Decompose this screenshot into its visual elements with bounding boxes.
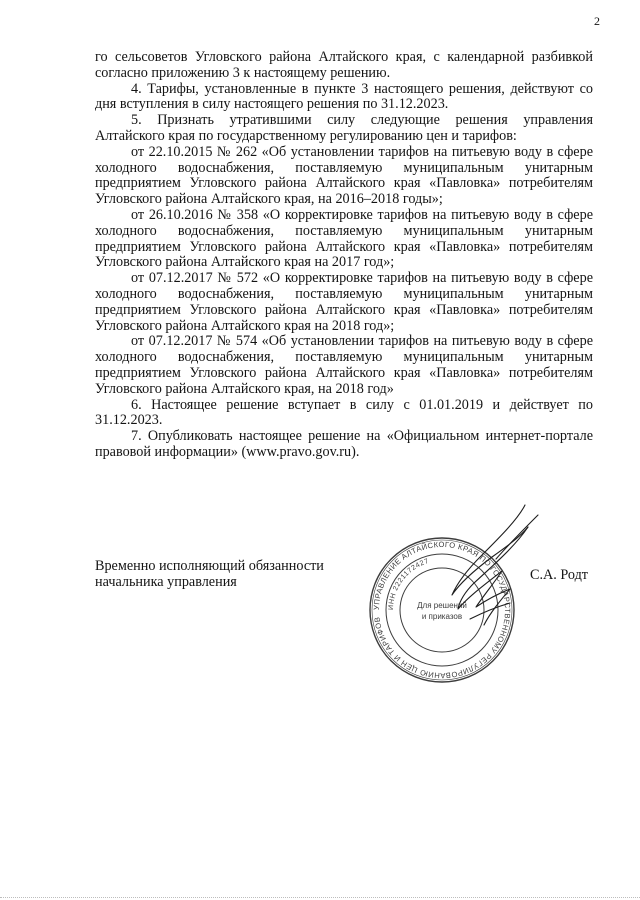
paragraph-continuation: го сельсоветов Угловского района Алтайского края, с календарной разбивкой согласно приложению 3 к настоящему решению.	[95, 49, 593, 81]
page-number: 2	[594, 14, 600, 28]
stamp-outer-text: УПРАВЛЕНИЕ АЛТАЙСКОГО КРАЯ ПО ГОСУДАРСТВЕННОМУ РЕГУЛИРОВАНИЮ ЦЕН И ТАРИФОВ	[371, 539, 513, 681]
stamp-inn: ИНН 2221172427	[387, 557, 430, 611]
page-bottom-edge	[0, 897, 640, 898]
stamp-center-line-2: и приказов	[421, 612, 463, 621]
repealed-decision-572: от 07.12.2017 № 572 «О корректировке тарифов на питьевую воду в сфере холодного водоснабжения, поставляемую муниципальным унитарным предприятием Угловского района Алтайского края «Павловка» потребителям Угловского района Алтайского края на 2018 год»;	[95, 270, 593, 334]
paragraph-item-6: 6. Настоящее решение вступает в силу с 01.01.2019 и действует по 31.12.2023.	[95, 396, 593, 429]
signatory-name: С.А. Родт	[530, 567, 588, 583]
paragraph-item-5: 5. Признать утратившими силу следующие решения управления Алтайского края по государственному регулированию цен и тарифов:	[95, 112, 593, 144]
repealed-decision-358: от 26.10.2016 № 358 «О корректировке тарифов на питьевую воду в сфере холодного водоснабжения, поставляемую муниципальным унитарным предприятием Угловского района Алтайского края «Павловка» потребителям Угловского района Алтайского края на 2017 год»;	[95, 206, 593, 271]
signatory-position-line-2: начальника управления	[95, 574, 237, 590]
signatory-position	[95, 558, 324, 590]
signatory-position-line-1: Временно исполняющий обязанности	[95, 558, 324, 574]
document-body	[95, 50, 593, 461]
paragraph-item-7: 7. Опубликовать настоящее решение на «Официальном интернет-портале правовой информации» (www.pravo.gov.ru).	[95, 428, 593, 460]
paragraph-item-4: 4. Тарифы, установленные в пункте 3 настоящего решения, действуют со дня вступления в силу настоящего решения по 31.12.2023.	[95, 80, 593, 113]
stamp-center-line-1: Для решений	[417, 601, 467, 610]
repealed-decision-262: от 22.10.2015 № 262 «Об установлении тарифов на питьевую воду в сфере холодного водоснабжения, поставляемую муниципальным унитарным предприятием Угловского района Алтайского края «Павловка» потребителям Угловского района Алтайского края, на 2016–2018 годы»;	[95, 143, 593, 208]
repealed-decision-574: от 07.12.2017 № 574 «Об установлении тарифов на питьевую воду в сфере холодного водоснабжения, поставляемую муниципальным унитарным предприятием Угловского района Алтайского края «Павловка» потребителям Угловского района Алтайского края, на 2018 год»	[95, 333, 593, 397]
